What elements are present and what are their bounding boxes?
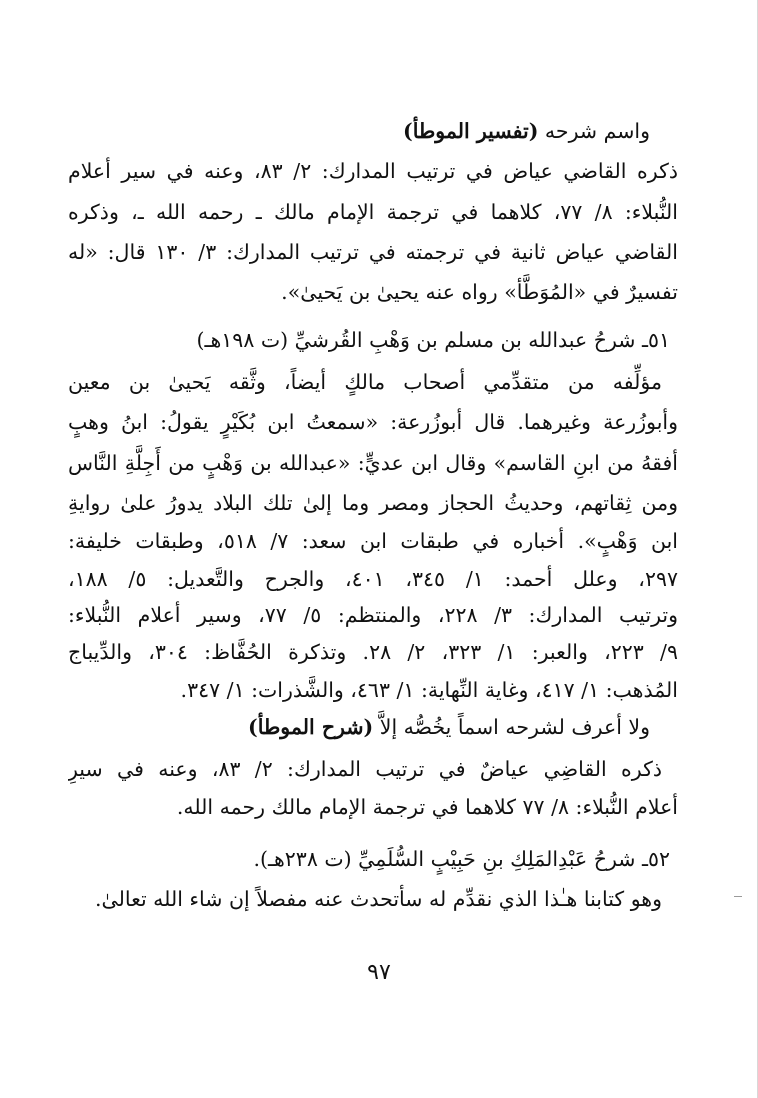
body-line: ومن ثِقاتهم، وحديثُ الحجاز ومصر وما إلىٰ تلك البلاد يدورُ علىٰ روايةِ	[68, 491, 678, 515]
body-line: أعلام النُّبلاء: ٨/ ٧٧ كلاهما في ترجمة الإمام مالك رحمه الله.	[176, 795, 678, 819]
body-line: المُذهب: ١/ ٤١٧، وغاية النِّهاية: ١/ ٤٦٣، والشَّذرات: ١/ ٣٤٧.	[180, 678, 678, 702]
entry-heading: ٥٢ـ شرحُ عَبْدِالمَلِكِ بنِ حَبِيْبٍ السُّلَمِيِّ (ت ٢٣٨هـ).	[253, 847, 670, 871]
commentary-name-line: واسم شرحه (تفسير الموطأ)	[403, 119, 650, 143]
margin-mark	[734, 896, 742, 897]
body-line: ٩/ ٢٢٣، والعبر: ١/ ٣٢٣، ٢/ ٢٨. وتذكرة الحُفَّاظ: ٣٠٤، والدِّيباج	[68, 640, 678, 664]
commentary-name-line: ولا أعرف لشرحه اسماً يخُصُّه إلاَّ (شرح الموطأ)	[248, 715, 650, 739]
commentary-title: (شرح الموطأ)	[248, 715, 374, 739]
body-line: أفقهُ من ابنِ القاسم» وقال ابن عديٍّ: «عبدالله بن وَهْبٍ من أَجِلَّةِ النَّاس	[68, 451, 678, 475]
body-line: ابن وَهْبٍ». أخباره في طبقات ابن سعد: ٧/ ٥١٨، وطبقات خليفة:	[68, 529, 678, 553]
commentary-title: (تفسير الموطأ)	[403, 119, 539, 143]
body-line: النُّبلاء: ٨/ ٧٧، كلاهما في ترجمة الإمام مالك ـ رحمه الله ـ، وذكره	[68, 200, 678, 224]
page-number: ٩٧	[367, 960, 391, 985]
body-line: ذكره القاضِي عياضٌ في ترتيب المدارك: ٢/ ٨٣، وعنه في سيرِ	[68, 757, 662, 781]
body-line: مؤلِّفه من متقدِّمي أصحاب مالكٍ أيضاً، وثَّقه يَحيىٰ بن معين	[68, 370, 662, 394]
body-line: ٢٩٧، وعلل أحمد: ١/ ٣٤٥، ٤٠١، والجرح والتَّعديل: ٥/ ١٨٨،	[68, 567, 678, 591]
body-line: القاضي عياض ثانية في ترجمته في ترتيب المدارك: ٣/ ١٣٠ قال: «له	[68, 240, 678, 264]
body-line: ذكره القاضي عياض في ترتيب المدارك: ٢/ ٨٣، وعنه في سير أعلام	[68, 159, 678, 183]
body-line: وترتيب المدارك: ٣/ ٢٢٨، والمنتظم: ٥/ ٧٧، وسير أعلام النُّبلاء:	[68, 603, 678, 627]
body-line: وهو كتابنا هـٰذا الذي نقدِّم له سأتحدث عنه مفصلاً إن شاء الله تعالىٰ.	[94, 887, 662, 911]
entry-heading: ٥١ـ شرحُ عبدالله بن مسلم بن وَهْبِ القُرشيِّ (ت ١٩٨هـ)	[196, 328, 670, 352]
body-line: وأبوزُرعة وغيرهما. قال أبوزُرعة: «سمعتُ ابن بُكَيْرٍ يقولُ: ابنُ وهبٍ	[68, 410, 678, 434]
body-line: تفسيرٌ في «المُوَطَّأ» رواه عنه يحيىٰ بن يَحيىٰ».	[281, 280, 678, 304]
